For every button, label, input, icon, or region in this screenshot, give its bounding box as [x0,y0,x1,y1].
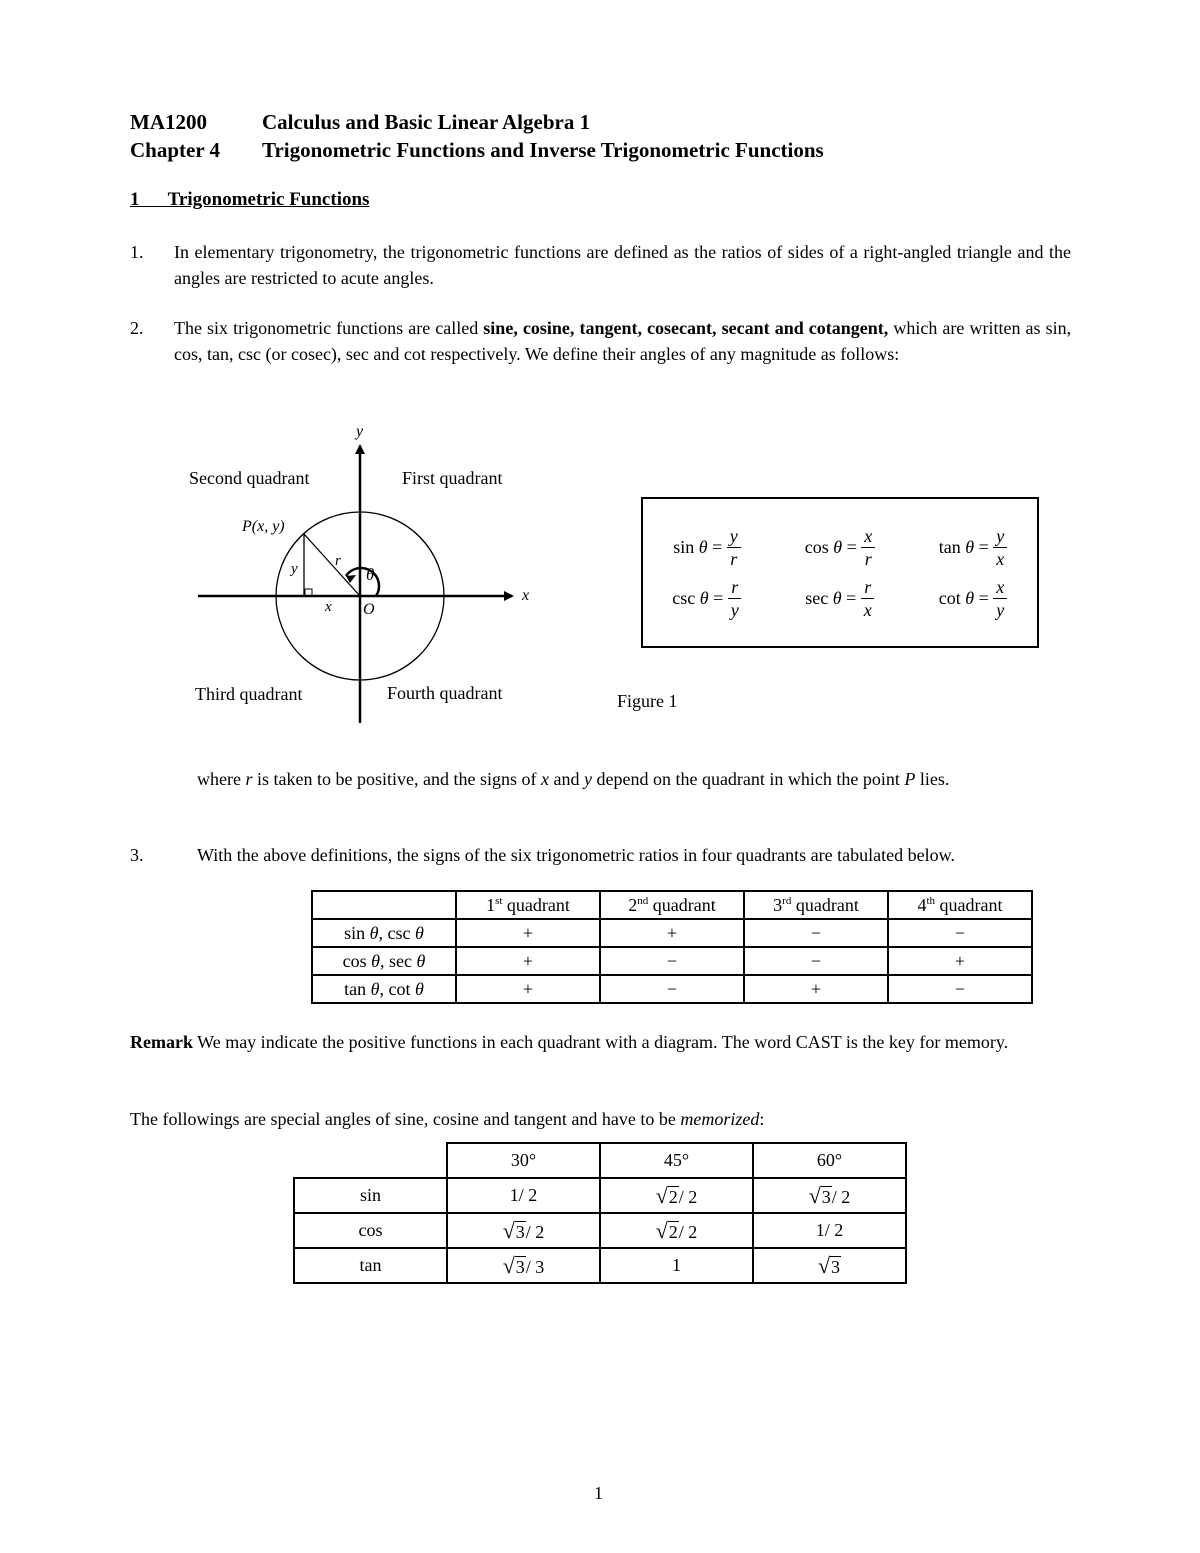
signs-cell: + [600,919,744,947]
special-row-label: cos [294,1213,447,1248]
chapter-title: Trigonometric Functions and Inverse Trigonometric Functions [262,138,824,162]
formula-cot: cot θ = $\frac{x}{y}$ [907,576,1040,621]
special-row-sin [294,1178,906,1213]
signs-cell: + [744,975,888,1003]
radius-line [304,534,360,596]
signs-row-cos-sec [312,947,1032,975]
second-quadrant-label: Second quadrant [189,468,310,488]
signs-cell: + [456,947,600,975]
formula-grid [641,525,1040,621]
special-cell: √3 [753,1248,906,1283]
item-2-text: The six trigonometric functions are called sine, cosine, tangent, cosecant, secant and cotangent, which are written as sin, cos, tan, csc (or cosec), sec and cot respectively. We define their angles of any magnitude as follows: [174,318,1072,364]
signs-row-tan-cot [312,975,1032,1003]
formula-sin: sin θ = $\frac{y}{r}$ [641,525,774,570]
special-cell: √3/ 2 [753,1178,906,1213]
page-number: 1 [594,1483,603,1503]
signs-cell: − [600,947,744,975]
chapter-label: Chapter 4 [130,138,221,162]
formula-tan: tan θ = $\frac{y}{x}$ [907,525,1040,570]
item-3-number: 3. [130,845,144,865]
special-header-row [294,1143,906,1178]
unit-circle-figure [180,418,560,728]
signs-cell: − [888,975,1032,1003]
leg-x-label: x [325,599,332,615]
signs-cell: − [600,975,744,1003]
signs-cell: − [744,947,888,975]
signs-header-cell: 2nd quadrant [600,891,744,919]
point-p-label: P(x, y) [242,518,285,535]
r-label: r [335,553,341,569]
special-angles-intro: The followings are special angles of sine, cosine and tangent and have to be memorized: [130,1109,765,1129]
signs-row-label: tan θ, cot θ [312,975,456,1003]
signs-header-cell: 3rd quadrant [744,891,888,919]
special-row-label: sin [294,1178,447,1213]
signs-cell: − [888,919,1032,947]
remark-label: Remark [130,1032,193,1052]
section-heading [130,189,369,211]
course-title: Calculus and Basic Linear Algebra 1 [262,110,591,134]
formula-csc: csc θ = $\frac{r}{y}$ [641,576,774,621]
section-number: 1 [130,189,140,210]
signs-cell: − [744,919,888,947]
special-cell: 1/ 2 [753,1213,906,1248]
signs-cell: + [888,947,1032,975]
origin-label: O [363,601,375,618]
special-cell: 1/ 2 [447,1178,600,1213]
special-cell: 1 [600,1248,753,1283]
item-3-text: With the above definitions, the signs of the six trigonometric ratios in four quadrants are tabulated below. [197,845,955,865]
figure-caption: Figure 1 [617,691,678,711]
item-1-text: In elementary trigonometry, the trigonometric functions are defined as the ratios of sides of a right-angled triangle and the angles are restricted to acute angles. [174,242,1071,288]
course-code: MA1200 [130,110,207,134]
formula-cos: cos θ = $\frac{x}{r}$ [774,525,907,570]
x-axis-label: x [522,587,530,604]
special-row-tan [294,1248,906,1283]
signs-header-cell: 1st quadrant [456,891,600,919]
signs-row-label: sin θ, csc θ [312,919,456,947]
y-axis-label: y [356,423,364,440]
signs-header-cell: 4th quadrant [888,891,1032,919]
first-quadrant-label: First quadrant [402,468,503,488]
section-title: Trigonometric Functions [167,189,370,210]
special-angles-table [293,1142,907,1284]
item-2-number: 2. [130,318,144,338]
where-text: where r is taken to be positive, and the signs of x and y depend on the quadrant in which the point P lies. [197,769,950,789]
signs-corner-cell [312,891,456,919]
special-header-cell: 30° [447,1143,600,1178]
special-corner-cell [294,1143,447,1178]
formula-sec: sec θ = $\frac{r}{x}$ [774,576,907,621]
signs-table [311,890,1033,1004]
special-header-cell: 60° [753,1143,906,1178]
fourth-quadrant-label: Fourth quadrant [387,683,503,703]
leg-y-label: y [291,561,298,577]
theta-label: θ [366,565,375,584]
signs-header-row [312,891,1032,919]
signs-row-sin-csc [312,919,1032,947]
special-cell: √2/ 2 [600,1213,753,1248]
formula-box [641,497,1039,648]
third-quadrant-label: Third quadrant [195,684,303,704]
signs-cell: + [456,919,600,947]
item-1-number: 1. [130,242,144,262]
special-cell: √3/ 2 [447,1213,600,1248]
signs-row-label: cos θ, sec θ [312,947,456,975]
special-row-label: tan [294,1248,447,1283]
signs-cell: + [456,975,600,1003]
special-cell: √3/ 3 [447,1248,600,1283]
special-header-cell: 45° [600,1143,753,1178]
special-cell: √2/ 2 [600,1178,753,1213]
remark-paragraph: Remark We may indicate the positive functions in each quadrant with a diagram. The word CAST is the key for memory. [130,1032,1009,1052]
special-row-cos [294,1213,906,1248]
